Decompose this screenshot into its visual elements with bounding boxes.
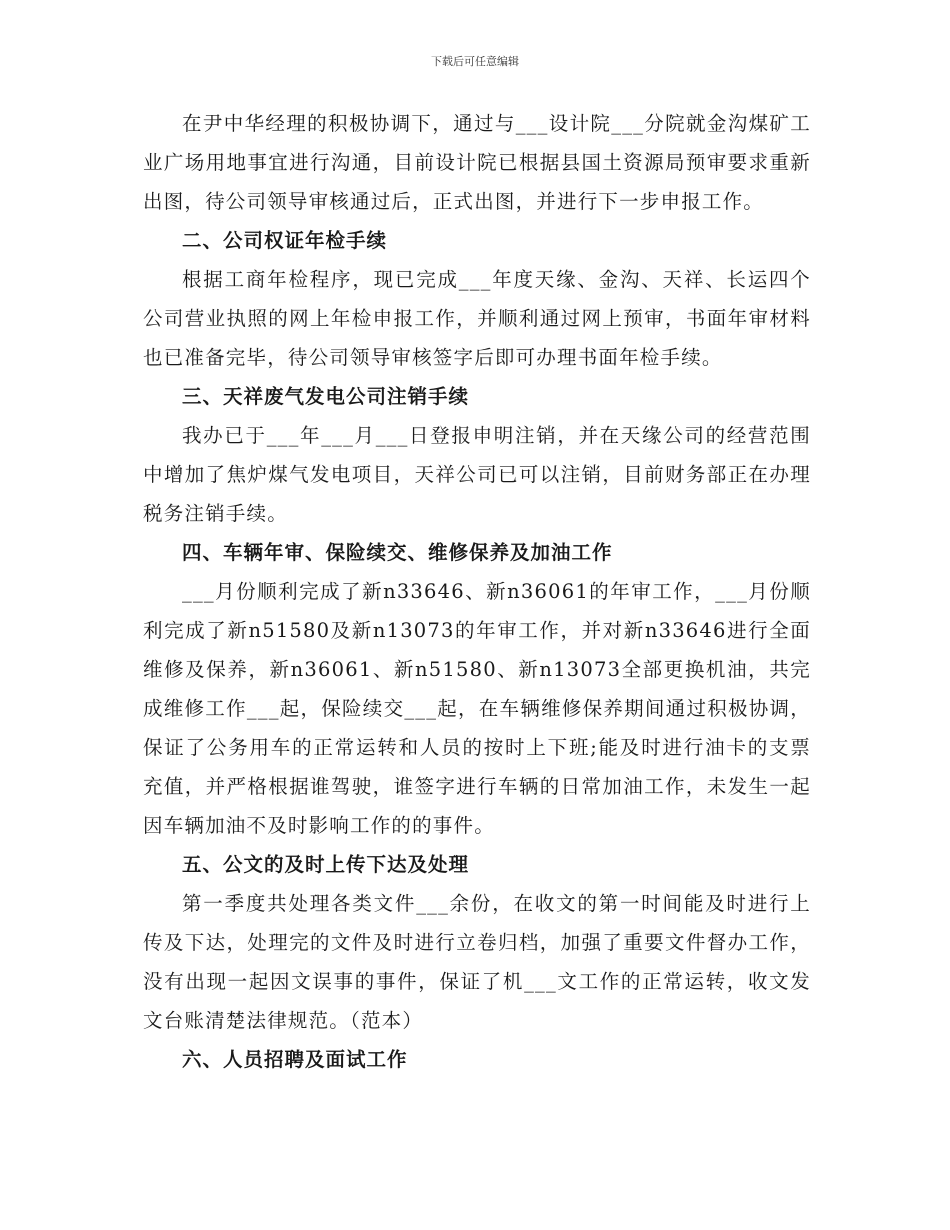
section-heading: 六、人员招聘及面试工作	[182, 1048, 408, 1071]
paragraph: 在尹中华经理的积极协调下，通过与___设计院___分院就金沟煤矿工业广场用地事宜进行沟通，目前设计院已根据县国土资源局预审要求重新出图，待公司领导审核通过后，正式出图，并进行下一步申报工作。	[143, 112, 811, 213]
paragraph: 我办已于___年___月___日登报申明注销，并在天缘公司的经营范围中增加了焦炉煤气发电项目，天祥公司已可以注销，目前财务部正在办理税务注销手续。	[143, 424, 811, 525]
document-body	[143, 104, 811, 1079]
page-header: 下载后可任意编辑	[431, 55, 519, 68]
section-heading: 五、公文的及时上传下达及处理	[182, 853, 470, 876]
section-heading: 四、车辆年审、保险续交、维修保养及加油工作	[182, 541, 613, 564]
paragraph: ___月份顺利完成了新n33646、新n36061的年审工作，___月份顺利完成了新n51580及新n13073的年审工作，并对新n33646进行全面维修及保养，新n36061、新n51580、新n13073全部更换机油，共完成维修工作___起，保险续交___起，在车辆维修保养期间通过积极协调，保证了公务用车的正常运转和人员的按时上下班;能及时进行油卡的支票充值，并严格根据谁驾驶，谁签字进行车辆的日常加油工作，未发生一起因车辆加油不及时影响工作的的事件。	[143, 580, 811, 837]
section-heading: 三、天祥废气发电公司注销手续	[182, 385, 470, 408]
paragraph: 根据工商年检程序，现已完成___年度天缘、金沟、天祥、长运四个公司营业执照的网上年检申报工作，并顺利通过网上预审，书面年审材料也已准备完毕，待公司领导审核签字后即可办理书面年检手续。	[143, 268, 811, 369]
paragraph: 第一季度共处理各类文件___余份，在收文的第一时间能及时进行上传及下达，处理完的文件及时进行立卷归档，加强了重要文件督办工作，没有出现一起因文误事的事件，保证了机___文工作的正常运转，收文发文台账清楚法律规范。（范本）	[143, 892, 811, 1032]
section-heading: 二、公司权证年检手续	[182, 229, 388, 252]
